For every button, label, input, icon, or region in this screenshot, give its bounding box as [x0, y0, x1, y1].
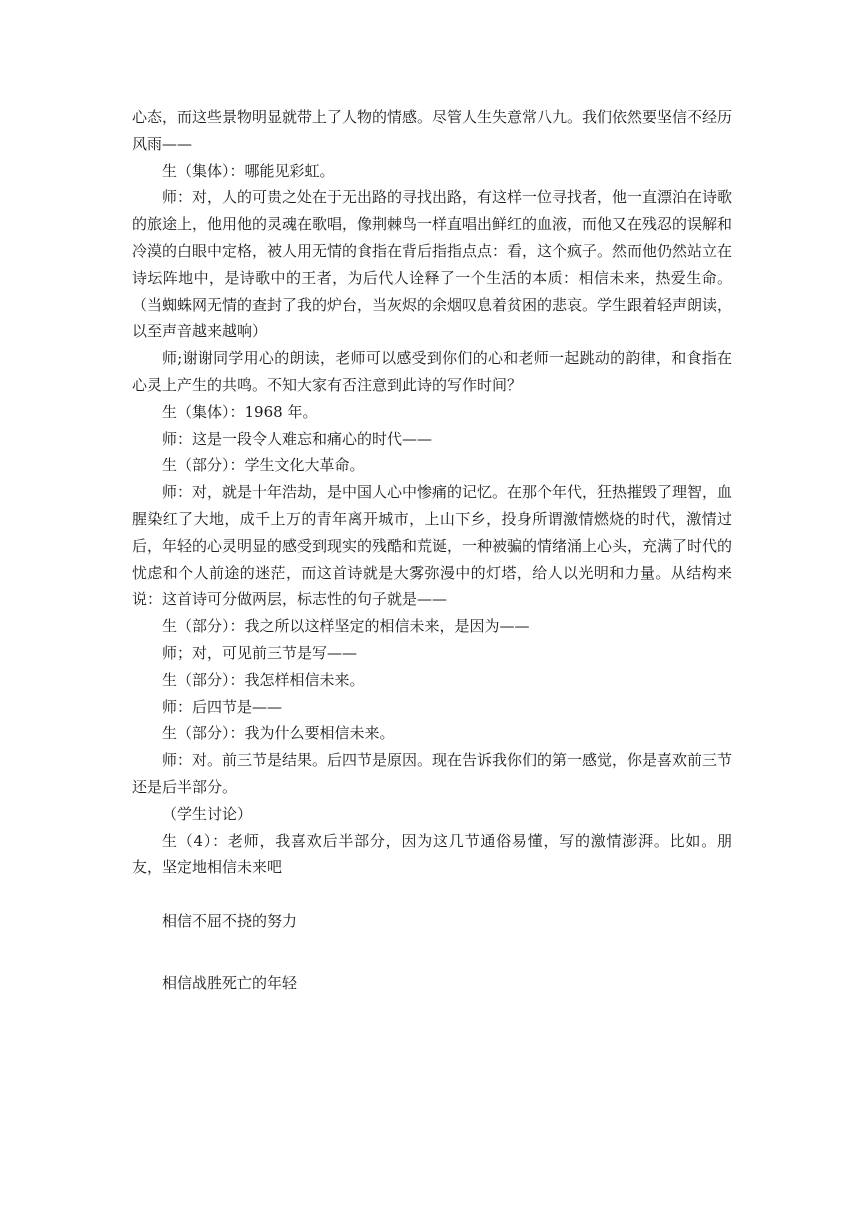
paragraph: 师：这是一段令人难忘和痛心的时代—— [162, 429, 433, 448]
paragraph: 师;谢谢同学用心的朗读，老师可以感受到你们的心和老师一起跳动的韵律，和食指在心灵上产生的共鸣。不知大家有否注意到此诗的写作时间？ [132, 349, 732, 394]
paragraph: 生（部分）：学生文化大革命。 [162, 456, 365, 475]
paragraph: 生（部分）：我之所以这样坚定的相信未来，是因为—— [162, 617, 530, 636]
paragraph: 师；对，可见前三节是写—— [162, 643, 358, 662]
document-body [132, 104, 732, 997]
paragraph: 生（部分）：我为什么要相信未来。 [162, 724, 395, 743]
paragraph: （学生讨论） [162, 804, 253, 823]
paragraph: 师：对，就是十年浩劫，是中国人心中惨痛的记忆。在那个年代，狂热摧毁了理智，血腥染红了大地，成千上万的青年离开城市，上山下乡，投身所谓激情燃烧的时代，激情过后，年轻的心灵明显的感受到现实的残酷和荒诞，一种被骗的情绪涌上心头，充满了时代的忧虑和个人前途的迷茫，而这首诗就是大雾弥漫中的灯塔，给人以光明和力量。从结构来说：这首诗可分做两层，标志性的句子就是—— [132, 483, 733, 609]
paragraph: 生（集体）：1968 年。 [162, 402, 318, 421]
paragraph: 师：对。前三节是结果。后四节是原因。现在告诉我你们的第一感觉，你是喜欢前三节还是后半部分。 [132, 751, 733, 796]
paragraph: 师：对，人的可贵之处在于无出路的寻找出路，有这样一位寻找者，他一直漂泊在诗歌的旅途上，他用他的灵魂在歌唱，像荆棘鸟一样直唱出鲜红的血液，而他又在残忍的误解和冷漠的白眼中定格，被人用无情的食指在背后指指点点：看，这个疯子。然而他仍然站立在诗坛阵地中，是诗歌中的王者，为后代人诠释了一个生活的本质：相信未来，热爱生命。（当蜘蛛网无情的查封了我的炉台，当灰烬的余烟叹息着贫困的悲哀。学生跟着轻声朗读，以至声音越来越响） [132, 188, 733, 341]
paragraph: 师：后四节是—— [162, 697, 283, 716]
paragraph: 心态，而这些景物明显就带上了人物的情感。尽管人生失意常八九。我们依然要坚信不经历风雨—— [132, 108, 733, 153]
paragraph: 生（集体）：哪能见彩虹。 [162, 161, 335, 180]
poem-line: 相信战胜死亡的年轻 [162, 973, 298, 992]
poem-line: 相信不屈不挠的努力 [162, 911, 298, 930]
paragraph: 生（4）：老师，我喜欢后半部分，因为这几节通俗易懂，写的激情澎湃。比如。朋友，坚定地相信未来吧 [132, 831, 732, 877]
paragraph: 生（部分）：我怎样相信未来。 [162, 670, 365, 689]
